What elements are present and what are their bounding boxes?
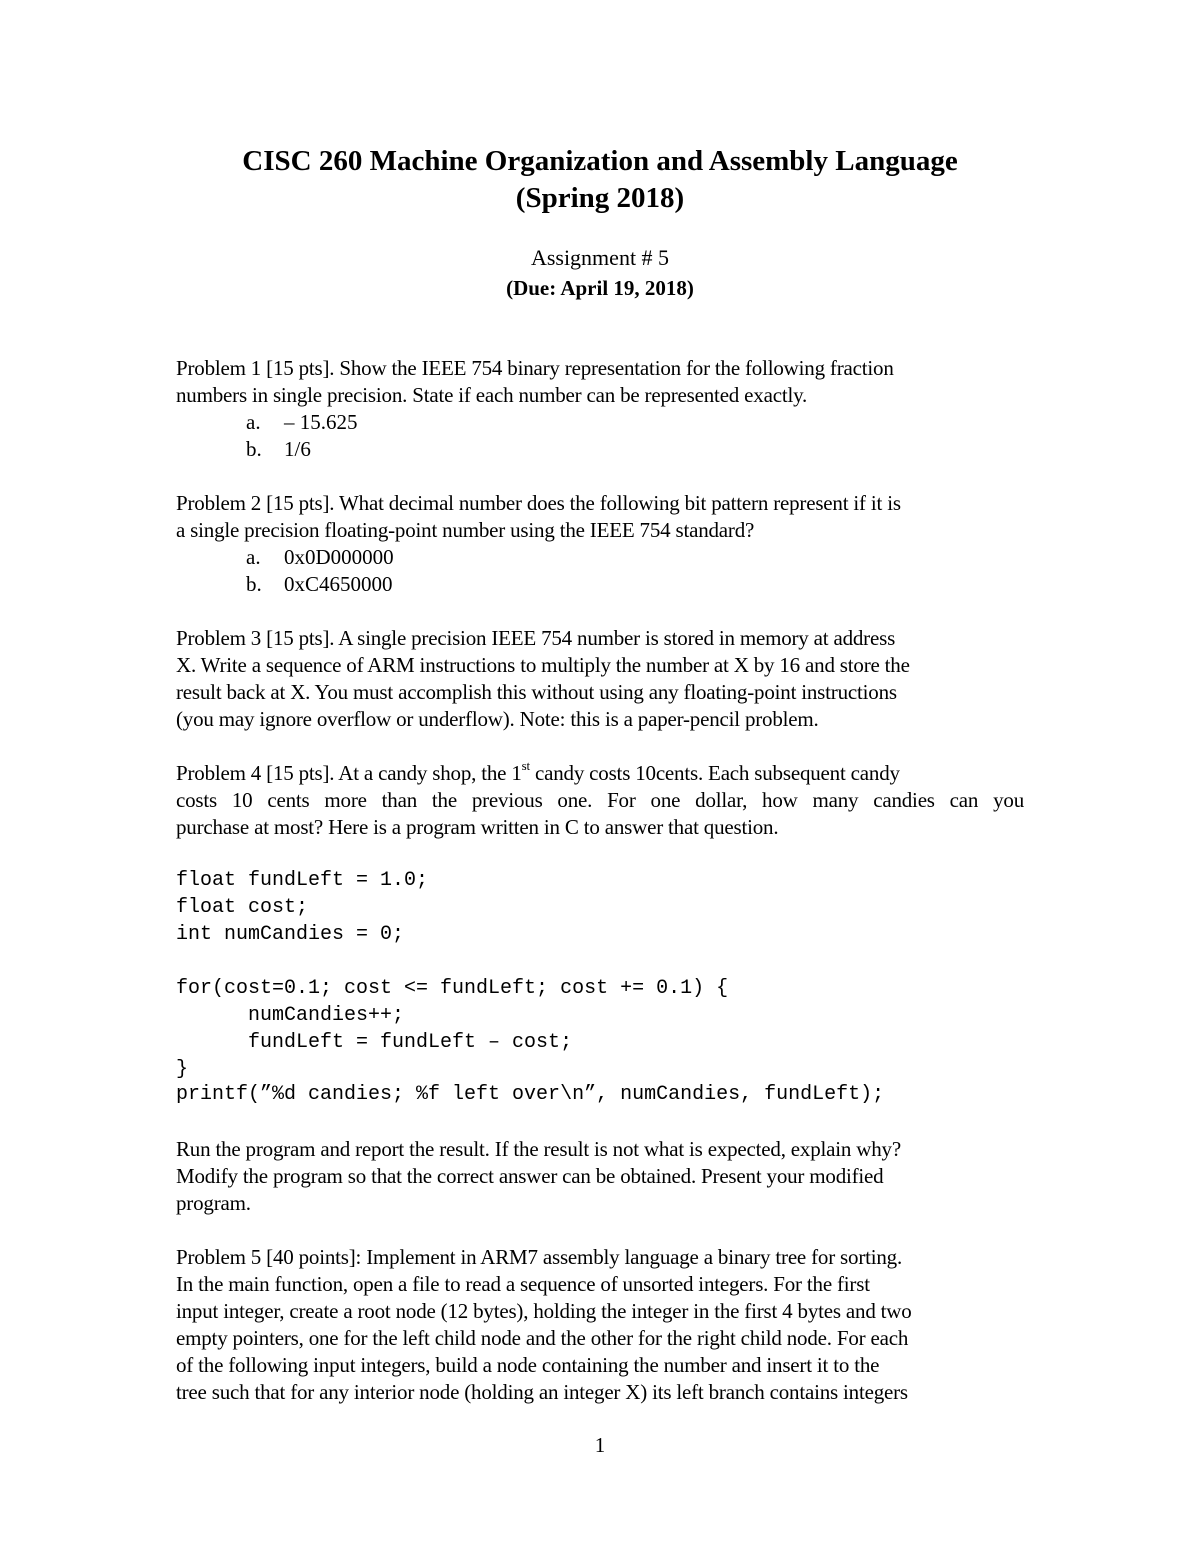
assignment-title: Assignment # 5 (530, 245, 670, 270)
code-line-1: float fundLeft = 1.0; (176, 869, 429, 892)
code-line-6: numCandies++; (176, 1004, 405, 1027)
code-line-2: float cost; (176, 896, 309, 919)
ordinal-superscript: st (521, 758, 530, 773)
problem4-after-line3: program. (176, 1191, 251, 1215)
problem1-line1: Problem 1 [15 pts]. Show the IEEE 754 binary representation for the following fraction (176, 356, 894, 380)
problem5-line4: empty pointers, one for the left child node and the other for the right child node. For each (176, 1326, 909, 1350)
problem5-line2: In the main function, open a file to read a sequence of unsorted integers. For the first (176, 1272, 870, 1296)
problem2-item-a-letter: a. (246, 545, 261, 569)
problem4-line2: costs 10 cents more than the previous one. For one dollar, how many candies can you (176, 788, 1024, 812)
problem1-item-a-letter: a. (246, 410, 261, 434)
problem1-line2: numbers in single precision. State if each number can be represented exactly. (176, 383, 808, 407)
problem5-line6: tree such that for any interior node (holding an integer X) its left branch contains integers (176, 1380, 908, 1404)
code-line-7: fundLeft = fundLeft – cost; (176, 1031, 573, 1054)
problem2-item-b-letter: b. (246, 572, 262, 596)
code-line-8: } (176, 1058, 189, 1081)
problem4-line1 (176, 760, 900, 787)
problem4-after-line1: Run the program and report the result. If the result is not what is expected, explain why? (176, 1137, 901, 1161)
problem2-line2: a single precision floating-point number using the IEEE 754 standard? (176, 518, 755, 542)
problem2-line1: Problem 2 [15 pts]. What decimal number does the following bit pattern represent if it is (176, 491, 901, 515)
problem5-line5: of the following input integers, build a node containing the number and insert it to the (176, 1353, 880, 1377)
code-line-9: printf(”%d candies; %f left over\n”, numCandies, fundLeft); (176, 1083, 885, 1106)
problem1-item-b-letter: b. (246, 437, 262, 461)
problem4-line3: purchase at most? Here is a program written in C to answer that question. (176, 815, 779, 839)
course-title: CISC 260 Machine Organization and Assembly Language (242, 145, 958, 177)
problem3-line4: (you may ignore overflow or underflow). Note: this is a paper-pencil problem. (176, 707, 819, 731)
problem3-line2: X. Write a sequence of ARM instructions to multiply the number at X by 16 and store the (176, 653, 910, 677)
problem4-after-line2: Modify the program so that the correct answer can be obtained. Present your modified (176, 1164, 884, 1188)
problem3-line1: Problem 3 [15 pts]. A single precision IEEE 754 number is stored in memory at address (176, 626, 896, 650)
problem4-line1-end: candy costs 10cents. Each subsequent candy (529, 761, 900, 785)
due-date: (Due: April 19, 2018) (506, 276, 694, 300)
page-number: 1 (594, 1433, 606, 1457)
problem3-line3: result back at X. You must accomplish this without using any floating-point instructions (176, 680, 897, 704)
problem2-item-a-text: 0x0D000000 (284, 545, 394, 569)
problem5-line3: input integer, create a root node (12 bytes), holding the integer in the first 4 bytes and two (176, 1299, 912, 1323)
semester: (Spring 2018) (515, 182, 685, 214)
code-line-3: int numCandies = 0; (176, 923, 405, 946)
problem1-item-a-text: – 15.625 (284, 410, 358, 434)
problem2-item-b-text: 0xC4650000 (284, 572, 393, 596)
problem5-line1: Problem 5 [40 points]: Implement in ARM7 assembly language a binary tree for sorting. (176, 1245, 903, 1269)
problem1-item-b-text: 1/6 (284, 437, 311, 461)
problem4-line1-start: Problem 4 [15 pts]. At a candy shop, the 1 (176, 761, 522, 785)
code-line-5: for(cost=0.1; cost <= fundLeft; cost += 0.1) { (176, 977, 729, 1000)
